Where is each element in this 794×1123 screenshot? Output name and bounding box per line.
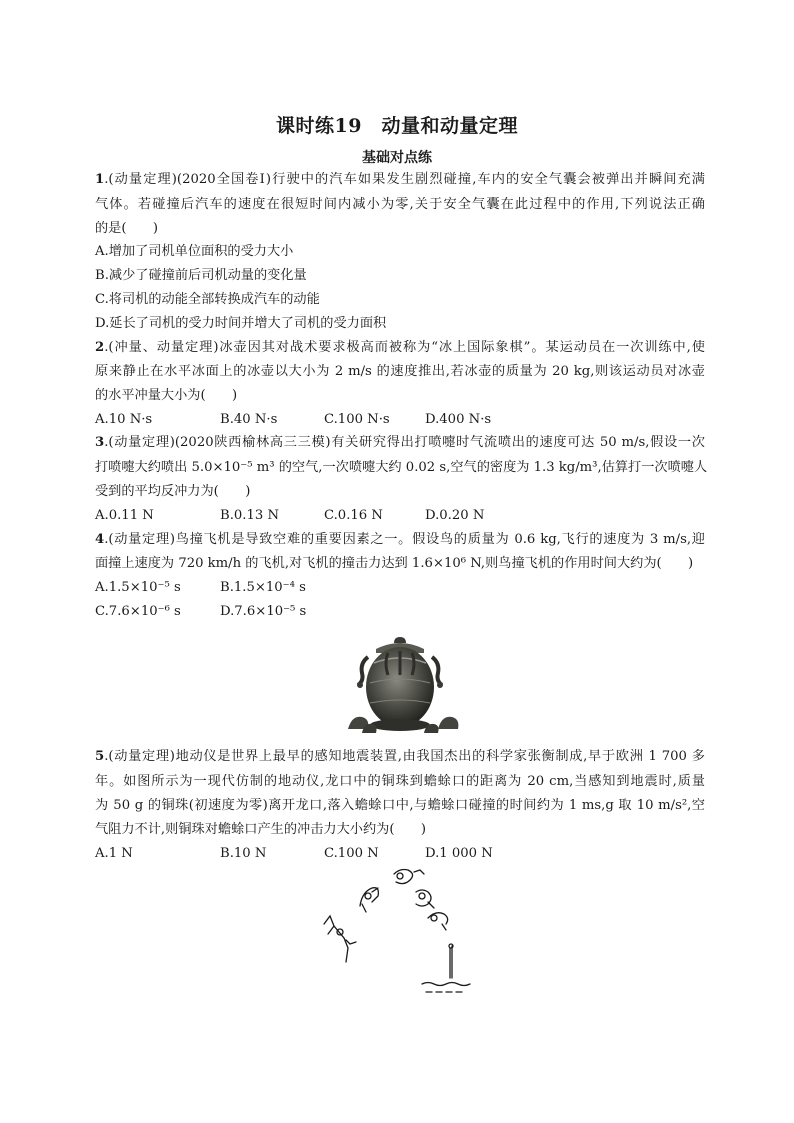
q1-number: 1 xyxy=(95,172,105,187)
q5-option-a: A.1 N xyxy=(95,846,133,861)
q2-option-b: B.40 N·s xyxy=(220,412,278,427)
section-heading: 基础对点练 xyxy=(362,150,432,166)
q3-number: 3 xyxy=(95,435,105,450)
q5-line-2: 年。如图所示为一现代仿制的地动仪,龙口中的铜珠到蟾蜍口的距离为 20 cm,当感知到地震时,质量 xyxy=(95,774,705,789)
q3-option-a: A.0.11 N xyxy=(95,508,154,523)
q1-line-3: 的是( ) xyxy=(95,221,159,236)
q5-line-3: 为 50 g 的铜珠(初速度为零)离开龙口,落入蟾蜍口中,与蟾蜍口碰撞的时间约为 1 ms,g 取 10 m/s²,空 xyxy=(95,798,705,813)
page-title: 课时练19 动量和动量定理 xyxy=(276,115,518,137)
q5-line-1: 5.(动量定理)地动仪是世界上最早的感知地震装置,由我国杰出的科学家张衡制成,早于欧洲 1 700 多 xyxy=(95,749,705,764)
q3-line-1: 3.(动量定理)(2020陕西榆林高三三模)有关研究得出打喷嚏时气流喷出的速度可达 50 m/s,假设一次 xyxy=(95,435,705,450)
q2-line-3: 的水平冲量大小为( ) xyxy=(95,388,238,403)
q4-line-2: 面撞上速度为 720 km/h 的飞机,对飞机的撞击力达到 1.6×10⁶ N,则鸟撞飞机的作用时间大约为( ) xyxy=(95,556,694,571)
q5-option-d: D.1 000 N xyxy=(425,846,493,861)
q4-option-a: A.1.5×10⁻⁵ s xyxy=(95,580,181,595)
q1-line-2: 气体。若碰撞后汽车的速度在很短时间内减小为零,关于安全气囊在此过程中的作用,下列说法正确 xyxy=(95,197,705,212)
q1-option-b: B.减少了碰撞前后司机动量的变化量 xyxy=(95,268,307,283)
q4-line-1: 4.(动量定理)鸟撞飞机是导致空难的重要因素之一。假设鸟的质量为 0.6 kg,飞行的速度为 3 m/s,迎 xyxy=(95,532,705,547)
q5-line-4: 气阻力不计,则铜珠对蟾蜍口产生的冲击力大小约为( ) xyxy=(95,822,426,837)
q3-line-3: 受到的平均反冲力为( ) xyxy=(95,484,251,499)
q1-option-d: D.延长了司机的受力时间并增大了司机的受力面积 xyxy=(95,316,387,331)
q2-option-c: C.100 N·s xyxy=(324,412,390,427)
q4-option-c: C.7.6×10⁻⁶ s xyxy=(95,604,181,619)
q3-option-c: C.0.16 N xyxy=(324,508,383,523)
q1-option-c: C.将司机的动能全部转换成汽车的动能 xyxy=(95,292,320,307)
q2-number: 2 xyxy=(95,340,105,355)
q2-option-a: A.10 N·s xyxy=(95,412,153,427)
q5-option-b: B.10 N xyxy=(220,846,267,861)
q4-number: 4 xyxy=(95,532,105,547)
q1-option-a: A.增加了司机单位面积的受力大小 xyxy=(95,244,294,259)
q2-line-2: 原来静止在水平冰面上的冰壶以大小为 2 m/s 的速度推出,若冰壶的质量为 20 kg,则该运动员对冰壶 xyxy=(95,364,705,379)
diver-sequence-illustration xyxy=(318,866,480,1002)
q5-option-c: C.100 N xyxy=(324,846,379,861)
q3-line-2: 打喷嚏大约喷出 5.0×10⁻⁵ m³ 的空气,一次喷嚏大约 0.02 s,空气的密度为 1.3 kg/m³,估算打一次喷嚏人 xyxy=(95,460,708,475)
q3-option-b: B.0.13 N xyxy=(220,508,279,523)
q3-option-d: D.0.20 N xyxy=(425,508,485,523)
q2-option-d: D.400 N·s xyxy=(425,412,492,427)
seismograph-image xyxy=(340,633,460,737)
q1-line-1: 1.(动量定理)(2020全国卷Ⅰ)行驶中的汽车如果发生剧烈碰撞,车内的安全气囊会被弹出并瞬间充满 xyxy=(95,172,705,187)
q4-option-d: D.7.6×10⁻⁵ s xyxy=(220,604,307,619)
q4-option-b: B.1.5×10⁻⁴ s xyxy=(220,580,306,595)
q2-line-1: 2.(冲量、动量定理)冰壶因其对战术要求极高而被称为“冰上国际象棋”。某运动员在一次训练中,使 xyxy=(95,340,705,355)
q5-number: 5 xyxy=(95,749,105,764)
